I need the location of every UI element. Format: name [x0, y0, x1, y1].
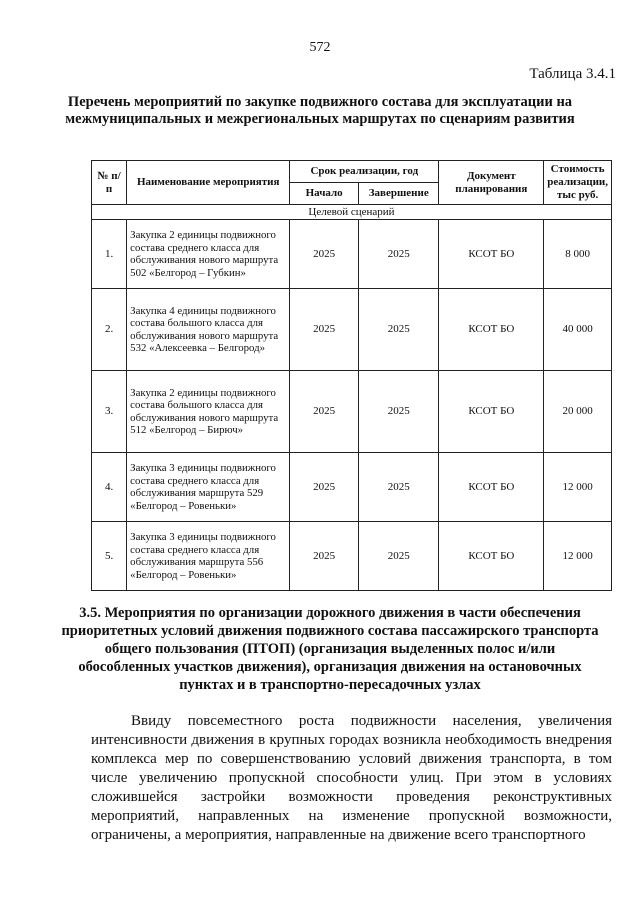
- row-name: Закупка 4 единицы подвижного состава большого класса для обслуживания нового маршрута 532 «Алексеевка – Белгород»: [127, 289, 290, 371]
- row-end: 2025: [359, 522, 439, 591]
- row-name: Закупка 3 единицы подвижного состава среднего класса для обслуживания маршрута 556 «Белгород – Ровеньки»: [127, 522, 290, 591]
- row-num: 1.: [92, 220, 127, 289]
- table-row: [92, 289, 612, 371]
- paragraph: Ввиду повсеместного роста подвижности населения, увеличения интенсивности движения в крупных городах возникла необходимость внедрения комплекса мер по совершенствованию условий движения транспорта, в том числе увеличению пропускной способности улиц. При этом в условиях сложившейся застройки возможности проведения реконструктивных мероприятий, направленных на изменение пропускной возможности, ограничены, а мероприятия, направленные на движение всего транспортного: [91, 713, 612, 843]
- row-end: 2025: [359, 220, 439, 289]
- header-name: Наименование мероприятия: [127, 161, 290, 205]
- page-number: 572: [309, 40, 331, 55]
- table-row: [92, 220, 612, 289]
- header-period: Срок реализации, год: [290, 161, 439, 183]
- row-end: 2025: [359, 371, 439, 453]
- header-end: Завершение: [359, 183, 439, 205]
- row-start: 2025: [290, 371, 359, 453]
- header-cost: Стоимость реализации, тыс руб.: [544, 161, 612, 205]
- row-name: Закупка 2 единицы подвижного состава большого класса для обслуживания нового маршрута 512 «Белгород – Бирюч»: [127, 371, 290, 453]
- row-doc: КСОТ БО: [439, 220, 544, 289]
- row-name: Закупка 3 единицы подвижного состава среднего класса для обслуживания маршрута 529 «Белгород – Ровеньки»: [127, 453, 290, 522]
- row-num: 2.: [92, 289, 127, 371]
- row-end: 2025: [359, 453, 439, 522]
- row-start: 2025: [290, 220, 359, 289]
- measures-table: [91, 160, 612, 591]
- row-cost: 12 000: [544, 453, 612, 522]
- header-doc: Документ планирования: [439, 161, 544, 205]
- body-text: [91, 712, 612, 845]
- table-row: [92, 453, 612, 522]
- row-start: 2025: [290, 289, 359, 371]
- row-end: 2025: [359, 289, 439, 371]
- row-cost: 8 000: [544, 220, 612, 289]
- row-name: Закупка 2 единицы подвижного состава среднего класса для обслуживания нового маршрута 502 «Белгород – Губкин»: [127, 220, 290, 289]
- row-doc: КСОТ БО: [439, 453, 544, 522]
- row-start: 2025: [290, 453, 359, 522]
- row-cost: 40 000: [544, 289, 612, 371]
- row-num: 3.: [92, 371, 127, 453]
- row-doc: КСОТ БО: [439, 371, 544, 453]
- header-start: Начало: [290, 183, 359, 205]
- table-title: Перечень мероприятий по закупке подвижного состава для эксплуатации на межмуниципальных и межрегиональных маршрутах по сценариям развития: [65, 94, 575, 127]
- row-doc: КСОТ БО: [439, 522, 544, 591]
- scenario-label: Целевой сценарий: [92, 205, 612, 220]
- row-num: 5.: [92, 522, 127, 591]
- row-doc: КСОТ БО: [439, 289, 544, 371]
- row-cost: 12 000: [544, 522, 612, 591]
- table-row: [92, 522, 612, 591]
- table-label: Таблица 3.4.1: [529, 66, 616, 82]
- row-num: 4.: [92, 453, 127, 522]
- header-num: № п/п: [92, 161, 127, 205]
- row-start: 2025: [290, 522, 359, 591]
- section-heading: 3.5. Мероприятия по организации дорожного движения в части обеспечения приоритетных условий движения подвижного состава пассажирского транспорта общего пользования (ПТОП) (организация выделенных полос и/или обособленных участков движения), организация движения на остановочных пунктах и в транспортно-пересадочных узлах: [61, 605, 599, 693]
- row-cost: 20 000: [544, 371, 612, 453]
- table-row: [92, 371, 612, 453]
